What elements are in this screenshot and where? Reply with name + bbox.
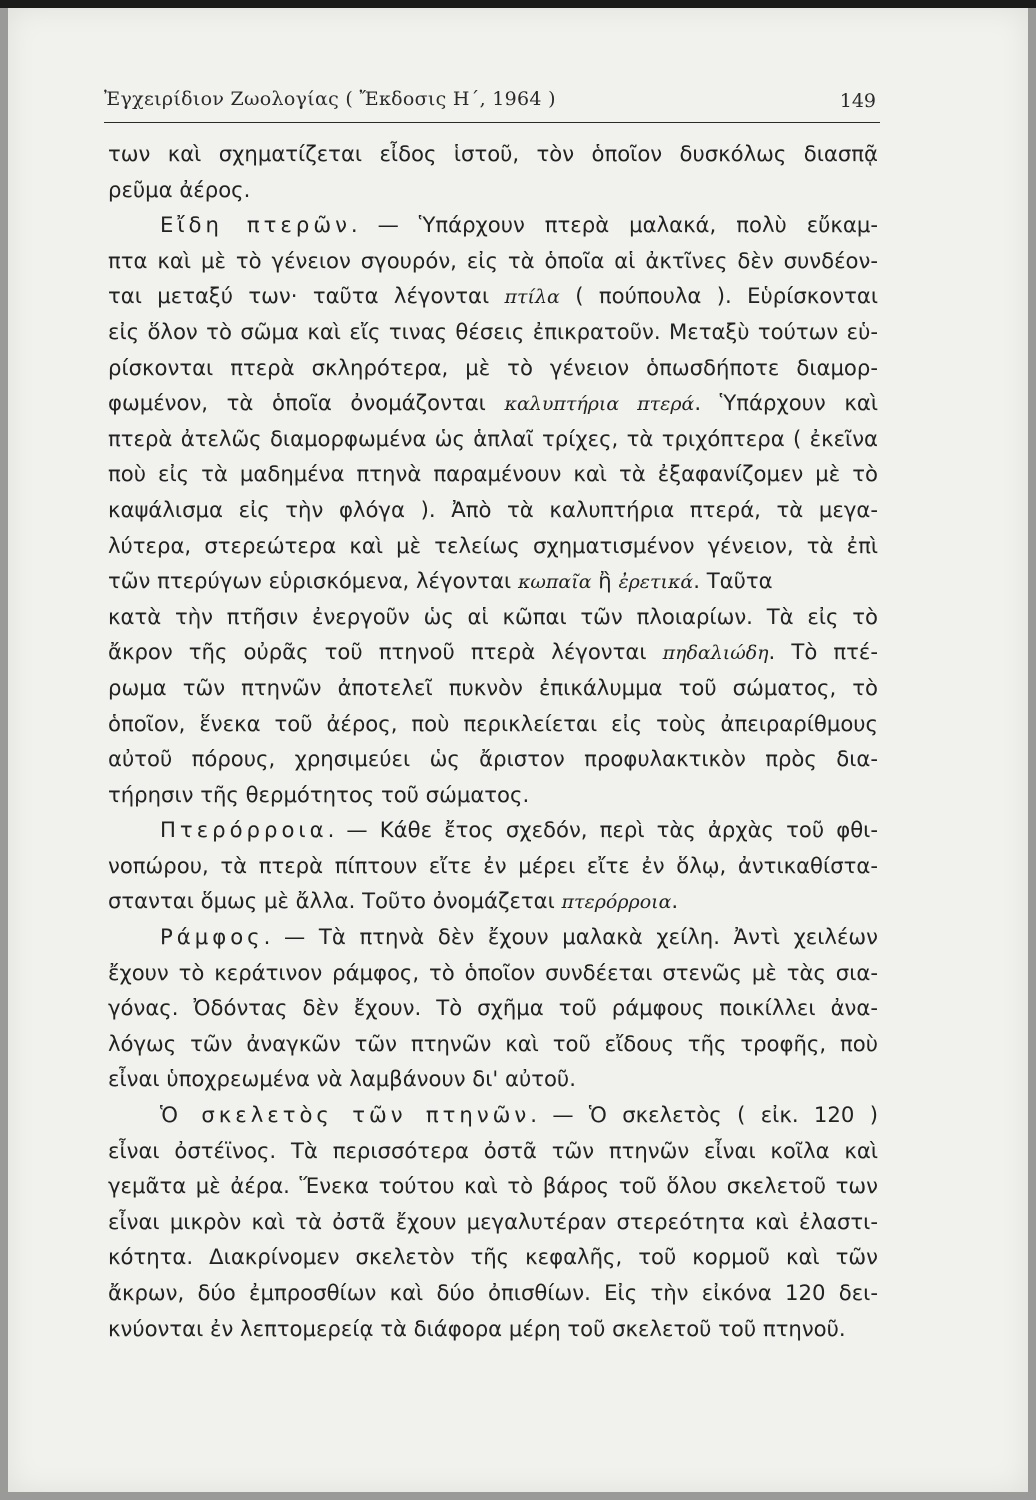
text-run: . Ὑπάρχουν καὶ: [694, 390, 878, 416]
italic-term: ἐρετικά: [618, 571, 694, 594]
text-line: λόγως τῶν ἀναγκῶν τῶν πτηνῶν καὶ τοῦ εἴδους τῆς τροφῆς, ποὺ: [108, 1030, 878, 1056]
text-line: εἰς ὅλον τὸ σῶμα καὶ εἴς τινας θέσεις ἐπικρατοῦν. Μεταξὺ τούτων εὑ-: [108, 318, 878, 344]
text-line: ὁποῖον, ἕνεκα τοῦ ἀέρος, ποὺ περικλείεται εἰς τοὺς ἀπειραρίθμους: [108, 710, 878, 736]
section-heading: Ράμφος: [160, 924, 264, 950]
text-line: κατὰ τὴν πτῆσιν ἐνεργοῦν ὡς αἱ κῶπαι τῶν πλοιαρίων. Τὰ εἰς τὸ: [108, 603, 878, 629]
text-line: [108, 563, 878, 599]
section-heading: Εἴδη πτερῶν: [160, 212, 351, 238]
text-line: νοπώρου, τὰ πτερὰ πίπτουν εἴτε ἐν μέρει εἴτε ἐν ὅλῳ, ἀντικαθίστα-: [108, 852, 878, 878]
text-line: ἔχουν τὸ κεράτινον ράμφος, τὸ ὁποῖον συνδέεται στενῶς μὲ τὰς σια-: [108, 959, 878, 985]
text-line: εἶναι ὑποχρεωμένα νὰ λαμβάνουν δι' αὐτοῦ.: [108, 1066, 576, 1092]
text-line: πτερὰ ἀτελῶς διαμορφωμένα ὡς ἁπλαῖ τρίχες, τὰ τριχόπτερα ( ἐκεῖνα: [108, 425, 878, 451]
text-line: [108, 634, 878, 670]
text-line: εἶναι μικρὸν καὶ τὰ ὀστᾶ ἔχουν μεγαλυτέραν στερεότητα καὶ ἐλαστι-: [108, 1208, 878, 1234]
text-run: τῶν πτερύγων εὑρισκόμενα, λέγονται: [108, 568, 518, 594]
text-run: ται μεταξύ των· ταῦτα λέγονται: [108, 283, 505, 309]
running-header: [104, 82, 880, 123]
running-header-title: Ἐγχειρίδιον Ζωολογίας ( Ἔκδοσις Η΄, 1964 ): [104, 88, 556, 110]
text-line: τήρησιν τῆς θερμότητος τοῦ σώματος.: [108, 781, 530, 807]
text-line: γεμᾶτα μὲ ἀέρα. Ἕνεκα τούτου καὶ τὸ βάρος τοῦ ὅλου σκελετοῦ των: [108, 1173, 878, 1199]
text-line: πτα καὶ μὲ τὸ γένειον σγουρόν, εἰς τὰ ὁποῖα αἱ ἀκτῖνες δὲν συνδέον-: [108, 247, 878, 273]
text-line: ρεῦμα ἀέρος.: [108, 176, 251, 202]
text-line: κνύονται ἐν λεπτομερείᾳ τὰ διάφορα μέρη τοῦ σκελετοῦ τοῦ πτηνοῦ.: [108, 1315, 846, 1341]
text-run: . — Ὑπάρχουν πτερὰ μαλακά, πολὺ εὔκαμ-: [350, 212, 878, 238]
text-line: [108, 883, 878, 919]
scan-top-border: [0, 0, 1036, 8]
text-run: . — Τὰ πτηνὰ δὲν ἔχουν μαλακὰ χείλη. Ἀντὶ χειλέων: [263, 924, 878, 950]
italic-term: πτερόρροια: [561, 891, 672, 914]
text-line: καψάλισμα εἰς τὴν φλόγα ). Ἀπὸ τὰ καλυπτήρια πτερά, τὰ μεγα-: [108, 496, 878, 522]
italic-term: καλυπτήρια πτερά: [504, 393, 695, 416]
text-run: ( πούπουλα ). Εὑρίσκονται: [559, 283, 878, 309]
section-heading: Πτερόρροια: [160, 817, 328, 843]
text-line: ἄκρων, δύο ἐμπροσθίων καὶ δύο ὀπισθίων. Εἰς τὴν εἰκόνα 120 δει-: [108, 1280, 878, 1305]
text-run: ἄκρον τῆς οὐρᾶς τοῦ πτηνοῦ πτερὰ λέγονται: [108, 639, 663, 665]
italic-term: πηδαλιώδη: [662, 642, 769, 665]
text-run: . Ταῦτα: [693, 568, 773, 594]
text-line: [108, 385, 878, 421]
text-run: . — Ὁ σκελετὸς ( εἰκ. 120 ): [530, 1102, 878, 1128]
text-line: ρίσκονται πτερὰ σκληρότερα, μὲ τὸ γένειον ὁπωσδήποτε διαμορ-: [108, 354, 878, 380]
text-line: [108, 812, 878, 848]
text-line: [108, 207, 878, 243]
italic-term: κωπαῖα: [517, 571, 592, 594]
text-line: ρωμα τῶν πτηνῶν ἀποτελεῖ πυκνὸν ἐπικάλυμμα τοῦ σώματος, τὸ: [108, 674, 878, 700]
text-line: λύτερα, στερεώτερα καὶ μὲ τελείως σχηματισμένον γένειον, τὰ ἐπὶ: [108, 532, 878, 558]
italic-term: πτίλα: [504, 286, 560, 309]
text-run: .: [671, 888, 679, 914]
text-run: ἢ: [591, 568, 619, 594]
text-line: [108, 919, 878, 955]
section-heading: Ὁ σκελετὸς τῶν πτηνῶν: [160, 1102, 531, 1128]
text-run: . Τὸ πτέ-: [768, 639, 878, 665]
text-line: [108, 1097, 878, 1133]
text-line: γόνας. Ὀδόντας δὲν ἔχουν. Τὸ σχῆμα τοῦ ράμφους ποικίλλει ἀνα-: [108, 995, 878, 1021]
text-run: φωμένον, τὰ ὁποῖα ὀνομάζονται: [108, 390, 505, 416]
page-number: 149: [839, 90, 876, 112]
text-run: . — Κάθε ἔτος σχεδόν, περὶ τὰς ἀρχὰς τοῦ φθι-: [327, 817, 878, 843]
text-line: εἶναι ὀστέϊνος. Τὰ περισσότερα ὀστᾶ τῶν πτηνῶν εἶναι κοῖλα καὶ: [108, 1137, 878, 1163]
text-line: [108, 278, 878, 314]
text-run: στανται ὅμως μὲ ἄλλα. Τοῦτο ὀνομάζεται: [108, 888, 562, 914]
text-line: των καὶ σχηματίζεται εἶδος ἱστοῦ, τὸν ὁποῖον δυσκόλως διασπᾷ: [108, 141, 878, 166]
text-line: κότητα. Διακρίνομεν σκελετὸν τῆς κεφαλῆς, τοῦ κορμοῦ καὶ τῶν: [108, 1244, 878, 1270]
body-text: [108, 136, 878, 1346]
text-line: αὐτοῦ πόρους, χρησιμεύει ὡς ἄριστον προφυλακτικὸν πρὸς δια-: [108, 746, 878, 772]
text-line: ποὺ εἰς τὰ μαδημένα πτηνὰ παραμένουν καὶ τὰ ἐξαφανίζομεν μὲ τὸ: [108, 461, 878, 487]
